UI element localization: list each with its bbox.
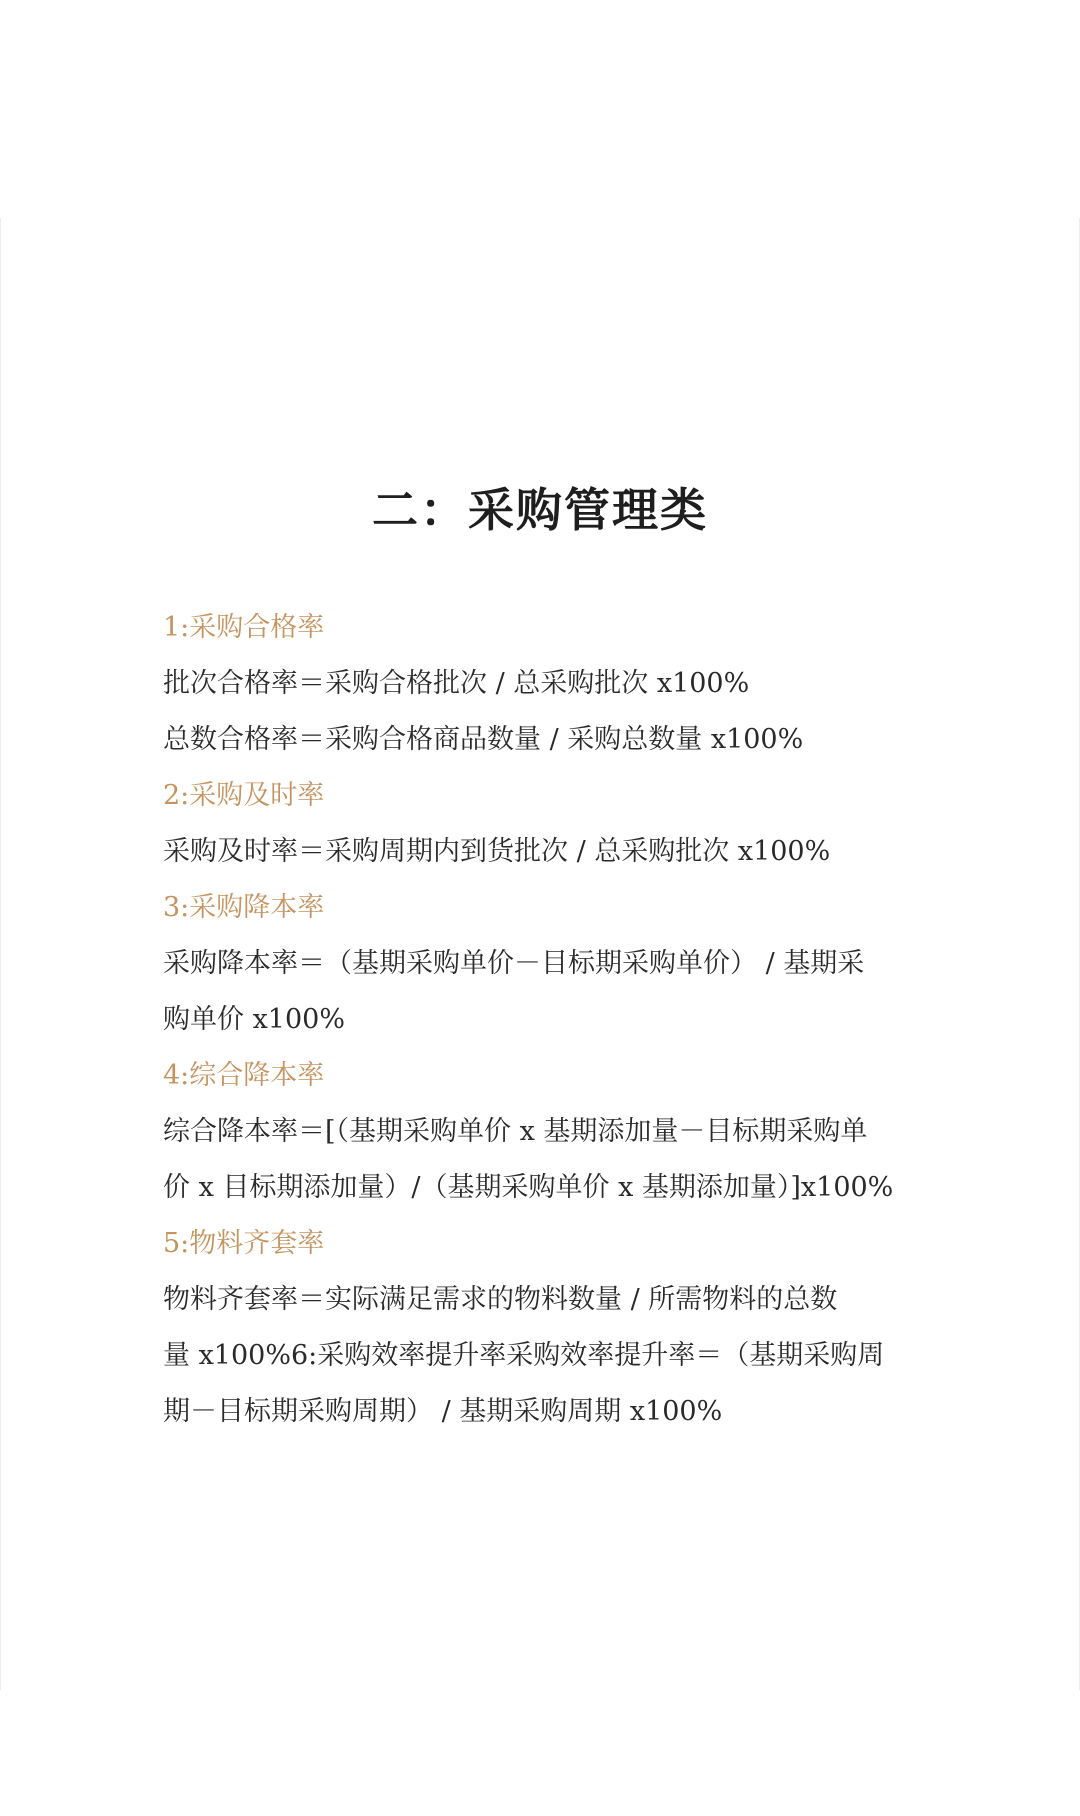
section-heading: 3:采购降本率 xyxy=(163,892,325,923)
section-composite-cost-reduction xyxy=(163,1048,923,1216)
formula-line: 期－目标期采购周期） / 基期采购周期 x100% xyxy=(163,1396,723,1427)
document-body xyxy=(163,600,923,1440)
section-heading: 1:采购合格率 xyxy=(163,612,325,643)
formula-line: 批次合格率＝采购合格批次 / 总采购批次 x100% xyxy=(163,668,750,699)
formula-line: 采购降本率＝（基期采购单价－目标期采购单价） / 基期采 xyxy=(163,948,865,979)
section-cost-reduction-rate xyxy=(163,880,923,1048)
section-heading: 4:综合降本率 xyxy=(163,1060,325,1091)
formula-line: 购单价 x100% xyxy=(163,1004,345,1035)
formula-line: 量 x100%6:采购效率提升率采购效率提升率＝（基期采购周 xyxy=(163,1340,885,1371)
formula-line: 采购及时率＝采购周期内到货批次 / 总采购批次 x100% xyxy=(163,836,831,867)
formula-line: 物料齐套率＝实际满足需求的物料数量 / 所需物料的总数 xyxy=(163,1284,838,1315)
section-material-kitting-rate xyxy=(163,1216,923,1440)
section-timeliness-rate xyxy=(163,768,923,880)
section-heading: 2:采购及时率 xyxy=(163,780,325,811)
section-heading: 5:物料齐套率 xyxy=(163,1228,325,1259)
page-title: 二：采购管理类 xyxy=(372,483,708,537)
formula-line: 综合降本率＝[（基期采购单价 x 基期添加量－目标期采购单 xyxy=(163,1116,868,1147)
formula-line: 总数合格率＝采购合格商品数量 / 采购总数量 x100% xyxy=(163,724,804,755)
formula-line: 价 x 目标期添加量）/（基期采购单价 x 基期添加量）]x100% xyxy=(163,1172,894,1203)
section-qualification-rate xyxy=(163,600,923,768)
